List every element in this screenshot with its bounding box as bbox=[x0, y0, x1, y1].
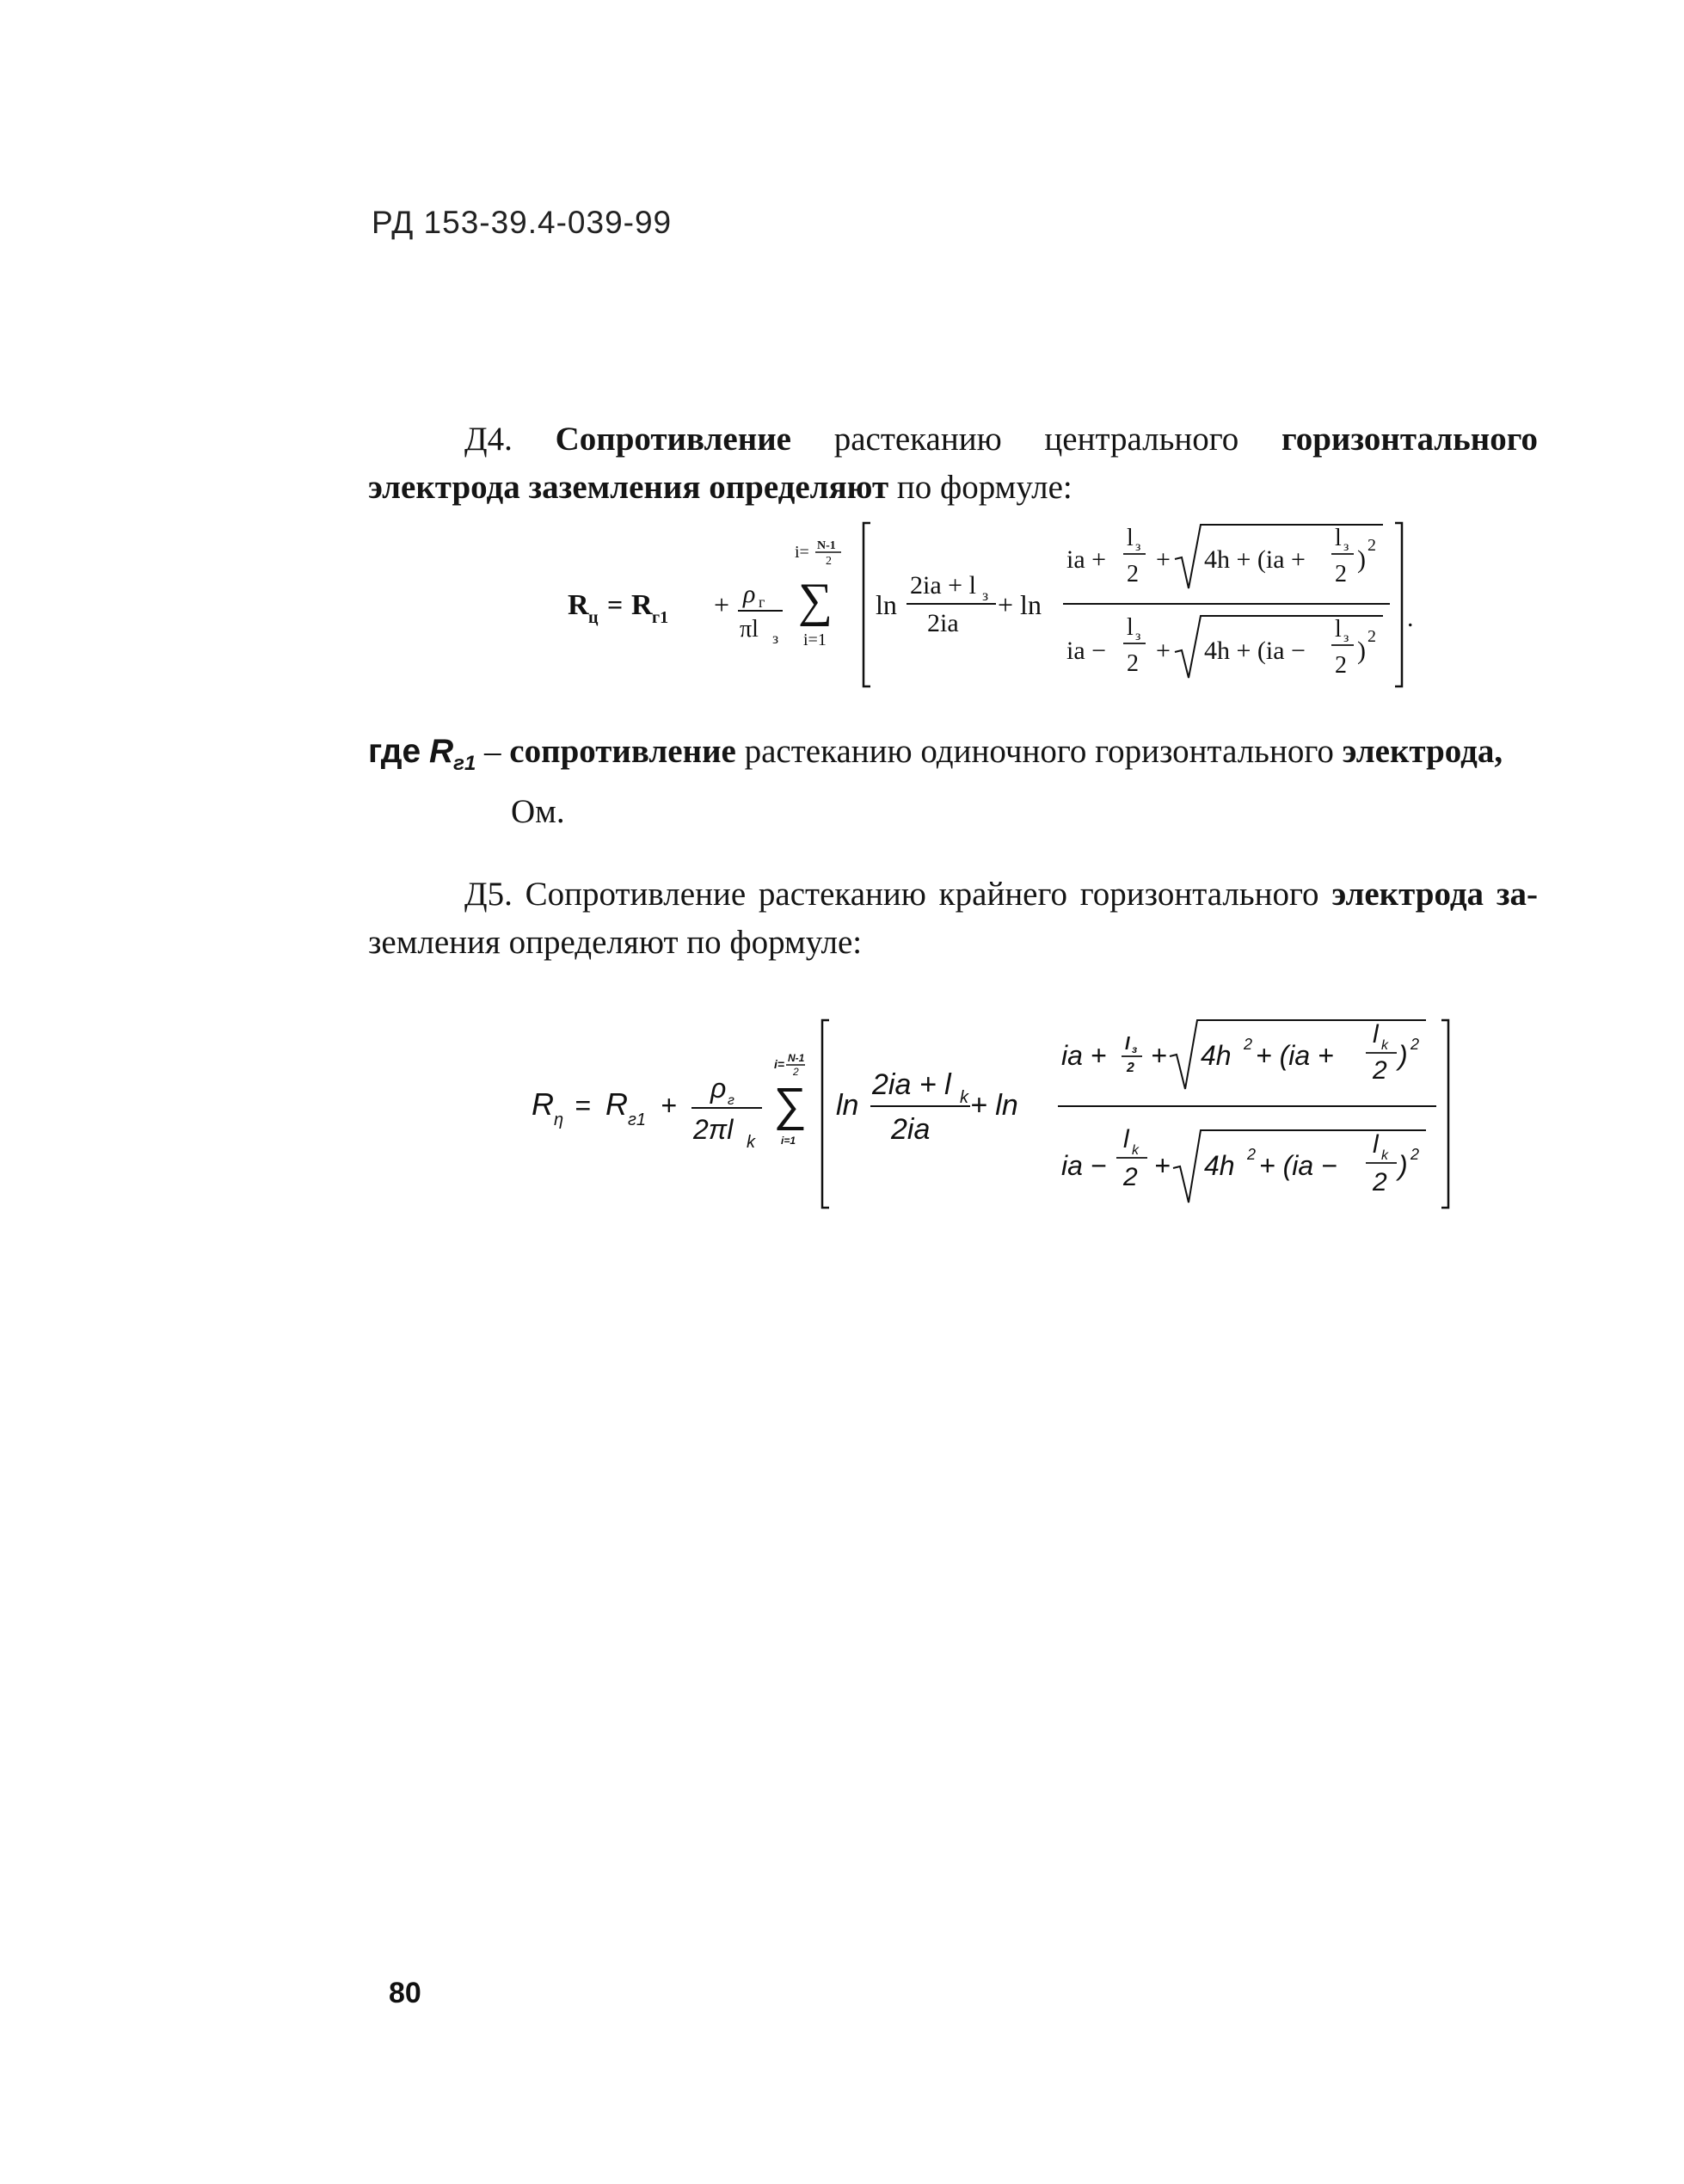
f2-top-root-open: + (ia + bbox=[1256, 1040, 1334, 1071]
f2-bot-l: l bbox=[1123, 1125, 1129, 1154]
f2-sum-upper-den: 2 bbox=[793, 1066, 799, 1078]
f2-plus: + bbox=[661, 1090, 677, 1121]
f1-top-root-l: l bbox=[1335, 525, 1342, 551]
f2-bot-l-sub: k bbox=[1132, 1143, 1139, 1158]
f2-right-bracket bbox=[1441, 1020, 1448, 1208]
f1-sum-upper-den: 2 bbox=[826, 555, 832, 568]
f2-left-bracket bbox=[822, 1020, 829, 1208]
document-code-header: РД 153-39.4-039-99 bbox=[372, 205, 673, 240]
d4-number: Д4. bbox=[464, 421, 513, 458]
f2-top-l: l bbox=[1125, 1035, 1130, 1054]
f1-top-two: 2 bbox=[1127, 561, 1139, 588]
f2-bot-root-4h: 4h bbox=[1204, 1150, 1235, 1181]
formula-central-electrode bbox=[568, 514, 1436, 695]
f2-frac-num-sub: k bbox=[960, 1088, 968, 1107]
f2-ln-1: ln bbox=[836, 1089, 859, 1122]
f2-bot-root-l-sub: k bbox=[1381, 1148, 1388, 1163]
f1-pi-l: πl bbox=[740, 616, 759, 643]
f2-sigma: ∑ bbox=[772, 1079, 806, 1130]
f1-ln-1: ln bbox=[876, 589, 897, 620]
d4-text-1: растеканию центрального bbox=[833, 421, 1239, 458]
f1-top-root-inner: 4h + (ia + bbox=[1204, 545, 1306, 574]
d5-text-1: Сопротивление растеканию крайнего горизонтального bbox=[525, 876, 1319, 913]
f1-top-root-sq: 2 bbox=[1367, 536, 1376, 555]
paragraph-d5 bbox=[368, 871, 1538, 967]
f1-top-root-l-sub: з bbox=[1343, 539, 1349, 554]
f2-sum-lower: i=1 bbox=[781, 1135, 796, 1147]
f1-bot-root-sq: 2 bbox=[1367, 627, 1376, 646]
f1-rho-sub: г bbox=[759, 594, 765, 611]
f2-r1: R bbox=[605, 1086, 628, 1122]
d5-text-bold-2: за- bbox=[1496, 876, 1538, 913]
f1-top-l-sub: з bbox=[1135, 539, 1141, 554]
f1-rho: ρ bbox=[743, 580, 756, 608]
d5-text-bold: электрода bbox=[1331, 876, 1484, 913]
f2-r1-sub: г1 bbox=[628, 1110, 646, 1129]
formula-edge-electrode bbox=[532, 1008, 1478, 1215]
where-word: где bbox=[368, 733, 421, 770]
f1-frac-num: 2ia + l bbox=[910, 571, 976, 600]
f2-top-root-close: ) bbox=[1398, 1040, 1408, 1071]
f1-eq: = bbox=[607, 589, 624, 620]
d4-text-bold-2: горизонтального электрода заземления определяют bbox=[368, 421, 1539, 506]
f1-top-root-two: 2 bbox=[1335, 561, 1347, 588]
f1-top-l: l bbox=[1127, 525, 1134, 551]
d4-text-bold-1: Сопротивление bbox=[555, 421, 791, 458]
f2-top-two: 2 bbox=[1127, 1061, 1134, 1075]
f2-sum-upper-num: N-1 bbox=[788, 1052, 805, 1064]
f1-r1: R bbox=[631, 589, 653, 621]
f2-lhs-sub: η bbox=[554, 1110, 564, 1129]
f2-top-root-two: 2 bbox=[1373, 1056, 1387, 1085]
where-text-bold-2: электрода, bbox=[1342, 733, 1503, 770]
f2-bot-root-open: + (ia − bbox=[1259, 1150, 1337, 1181]
f2-bot-root-sq: 2 bbox=[1411, 1146, 1420, 1163]
f2-frac-num: 2ia + l bbox=[872, 1068, 951, 1101]
where-clause bbox=[368, 728, 1538, 836]
f1-left-bracket bbox=[864, 523, 870, 686]
f2-lhs: R bbox=[532, 1086, 554, 1122]
f2-bot-plus: + bbox=[1154, 1150, 1171, 1181]
f1-trailing-dot: . bbox=[1407, 604, 1414, 632]
f2-bot-root-two: 2 bbox=[1373, 1168, 1387, 1197]
d5-number: Д5. bbox=[464, 876, 513, 913]
where-symbol: $R_{г1}$ bbox=[428, 733, 476, 775]
f1-bot-l-sub: з bbox=[1135, 629, 1141, 643]
f1-plus: + bbox=[714, 589, 730, 620]
f1-sigma: ∑ bbox=[798, 574, 833, 627]
f2-eq: = bbox=[575, 1090, 591, 1121]
f1-bot-ia: ia − bbox=[1066, 637, 1107, 665]
f2-bot-root-l: l bbox=[1373, 1130, 1379, 1159]
f2-top-root-l-sub: k bbox=[1381, 1038, 1388, 1053]
f2-den-sub: k bbox=[747, 1133, 755, 1152]
f1-bot-root-l-sub: з bbox=[1343, 631, 1349, 645]
f1-sum-upper: i= bbox=[795, 543, 809, 562]
f2-plus-ln: + ln bbox=[970, 1089, 1018, 1122]
f1-plus-ln: + ln bbox=[998, 589, 1042, 620]
where-text: растеканию одиночного горизонтального bbox=[744, 733, 1334, 770]
f2-top-root-l: l bbox=[1373, 1020, 1379, 1049]
where-dash: – bbox=[484, 733, 501, 770]
f2-top-root-4h-sq: 2 bbox=[1244, 1036, 1253, 1053]
f1-frac-den: 2ia bbox=[927, 609, 959, 637]
f1-top-plus: + bbox=[1156, 545, 1171, 574]
f1-top-ia: ia + bbox=[1066, 545, 1107, 574]
f2-top-l-sub: з bbox=[1132, 1043, 1138, 1055]
f2-den: 2πl bbox=[693, 1114, 734, 1145]
f1-r1-sub: г1 bbox=[652, 608, 669, 627]
f1-bot-plus: + bbox=[1156, 637, 1171, 665]
page-number: 80 bbox=[389, 1977, 421, 2009]
f1-pi-l-sub: з bbox=[772, 630, 779, 647]
f2-rho: ρ bbox=[710, 1073, 727, 1104]
f2-frac-den: 2ia bbox=[891, 1113, 931, 1146]
f2-top-root-sq: 2 bbox=[1411, 1036, 1420, 1053]
paragraph-d4 bbox=[368, 415, 1538, 512]
f2-top-root-4h: 4h bbox=[1201, 1040, 1232, 1071]
f1-bot-root-close: ) bbox=[1357, 637, 1366, 665]
f2-top-ia: ia + bbox=[1061, 1040, 1107, 1071]
where-unit: Ом. bbox=[511, 792, 565, 830]
f1-bot-root-l: l bbox=[1335, 616, 1342, 643]
f2-bot-two: 2 bbox=[1123, 1163, 1138, 1191]
f1-sum-upper-num: N-1 bbox=[817, 539, 836, 552]
f1-bot-l: l bbox=[1127, 614, 1134, 641]
where-text-bold: сопротивление bbox=[509, 733, 736, 770]
f2-top-plus: + bbox=[1151, 1040, 1167, 1071]
f1-bot-root-two: 2 bbox=[1335, 652, 1347, 679]
f1-bot-two: 2 bbox=[1127, 650, 1139, 677]
d5-text-2: земления определяют по формуле: bbox=[368, 924, 863, 961]
f1-right-bracket bbox=[1395, 523, 1402, 686]
f2-bot-root-close: ) bbox=[1398, 1150, 1408, 1181]
f2-bot-root-4h-sq: 2 bbox=[1247, 1146, 1257, 1163]
f1-sum-lower: i=1 bbox=[803, 631, 827, 649]
f1-lhs-sub: ц bbox=[588, 608, 599, 627]
f2-sum-upper: i= bbox=[774, 1057, 785, 1071]
f1-bot-root-inner: 4h + (ia − bbox=[1204, 637, 1306, 665]
d4-text-2: по формуле: bbox=[896, 469, 1072, 506]
f2-rho-sub: г bbox=[728, 1093, 734, 1108]
f2-bot-ia: ia − bbox=[1061, 1150, 1107, 1181]
f1-top-root-close: ) bbox=[1357, 545, 1366, 574]
f1-lhs: R bbox=[568, 589, 589, 621]
f1-frac-num-sub: з bbox=[982, 587, 989, 604]
